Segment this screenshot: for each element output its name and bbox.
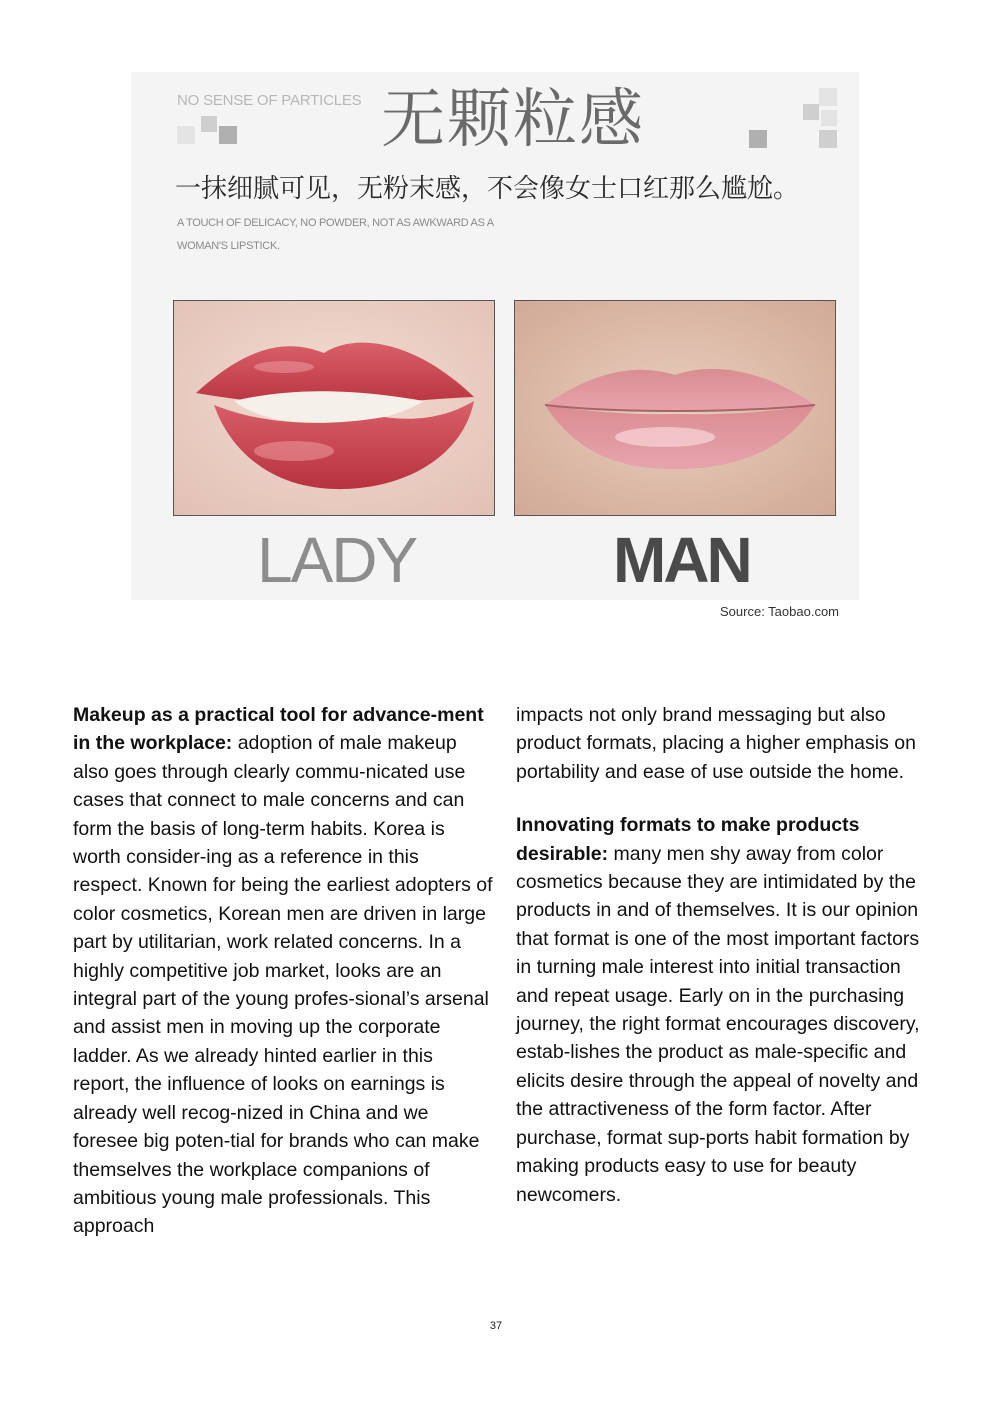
right-text-column — [516, 701, 928, 1209]
decorative-square — [749, 130, 767, 148]
man-lips-image — [515, 301, 835, 515]
left-paragraph — [73, 701, 493, 1241]
paragraph-body: many men shy away from color cosmetics because they are intimidated by the products in and of themselves. It is our opinion that format is one of the most important factors in turning male interest into initial transaction and repeat usage. Early on in the purchasing journey, the right format encourages discovery, estab-lishes the product as male-specific and elicits desire through the appeal of novelty and the attractiveness of the form factor. After purchase, format sup-ports habit formation by making products easy to use for beauty newcomers. — [516, 842, 920, 1206]
paragraph-heading: Makeup as a practical tool for advance-ment in the workplace: — [73, 704, 484, 755]
paragraph-heading: Innovating formats to make products desirable: — [516, 814, 860, 865]
man-lips-photo — [514, 300, 836, 516]
right-paragraph — [516, 811, 928, 1209]
paragraph-body: adoption of male makeup also goes through clearly commu-nicated use cases that connect to male concerns and can form the basis of long-term habits. Korea is worth consider-ing as a reference in this respect. Known for being the earliest adopters of color cosmetics, Korean men are driven in large part by utilitarian, work related concerns. In a highly competitive job market, looks are an integral part of the young profes-sional’s arsenal and assist men in moving up the corporate ladder. As we already hinted earlier in this report, the influence of looks on earnings is already well recog-nized in China and we foresee big poten-tial for brands who can make themselves the workplace companions of ambitious young male professionals. This approach — [73, 732, 493, 1238]
figure-english-subtitle: A TOUCH OF DELICACY, NO POWDER, NOT AS AWKWARD AS A WOMAN'S LIPSTICK. — [177, 217, 494, 252]
right-paragraph-continued: impacts not only brand messaging but also product formats, placing a higher emphasis on portability and ease of use outside the home. — [516, 704, 916, 783]
figure-source: Source: Taobao.com — [720, 604, 839, 619]
decorative-square — [821, 110, 837, 126]
lady-label: LADY — [257, 524, 417, 596]
page-number: 37 — [489, 1320, 503, 1332]
figure-english-title: NO SENSE OF PARTICLES — [177, 92, 362, 109]
lipstick-comparison-figure — [131, 72, 859, 600]
lady-lips-image — [174, 301, 494, 515]
left-text-column — [73, 701, 493, 1241]
decorative-square — [177, 126, 195, 144]
decorative-square — [201, 116, 217, 132]
decorative-square — [819, 88, 837, 106]
figure-chinese-title: 无颗粒感 — [381, 83, 645, 157]
decorative-square — [803, 104, 819, 120]
lady-lips-photo — [173, 300, 495, 516]
decorative-square — [219, 126, 237, 144]
figure-chinese-subtitle: 一抹细腻可见，无粉末感，不会像女士口红那么尴尬。 — [175, 174, 800, 204]
man-label: MAN — [613, 524, 750, 596]
decorative-square — [819, 130, 837, 148]
